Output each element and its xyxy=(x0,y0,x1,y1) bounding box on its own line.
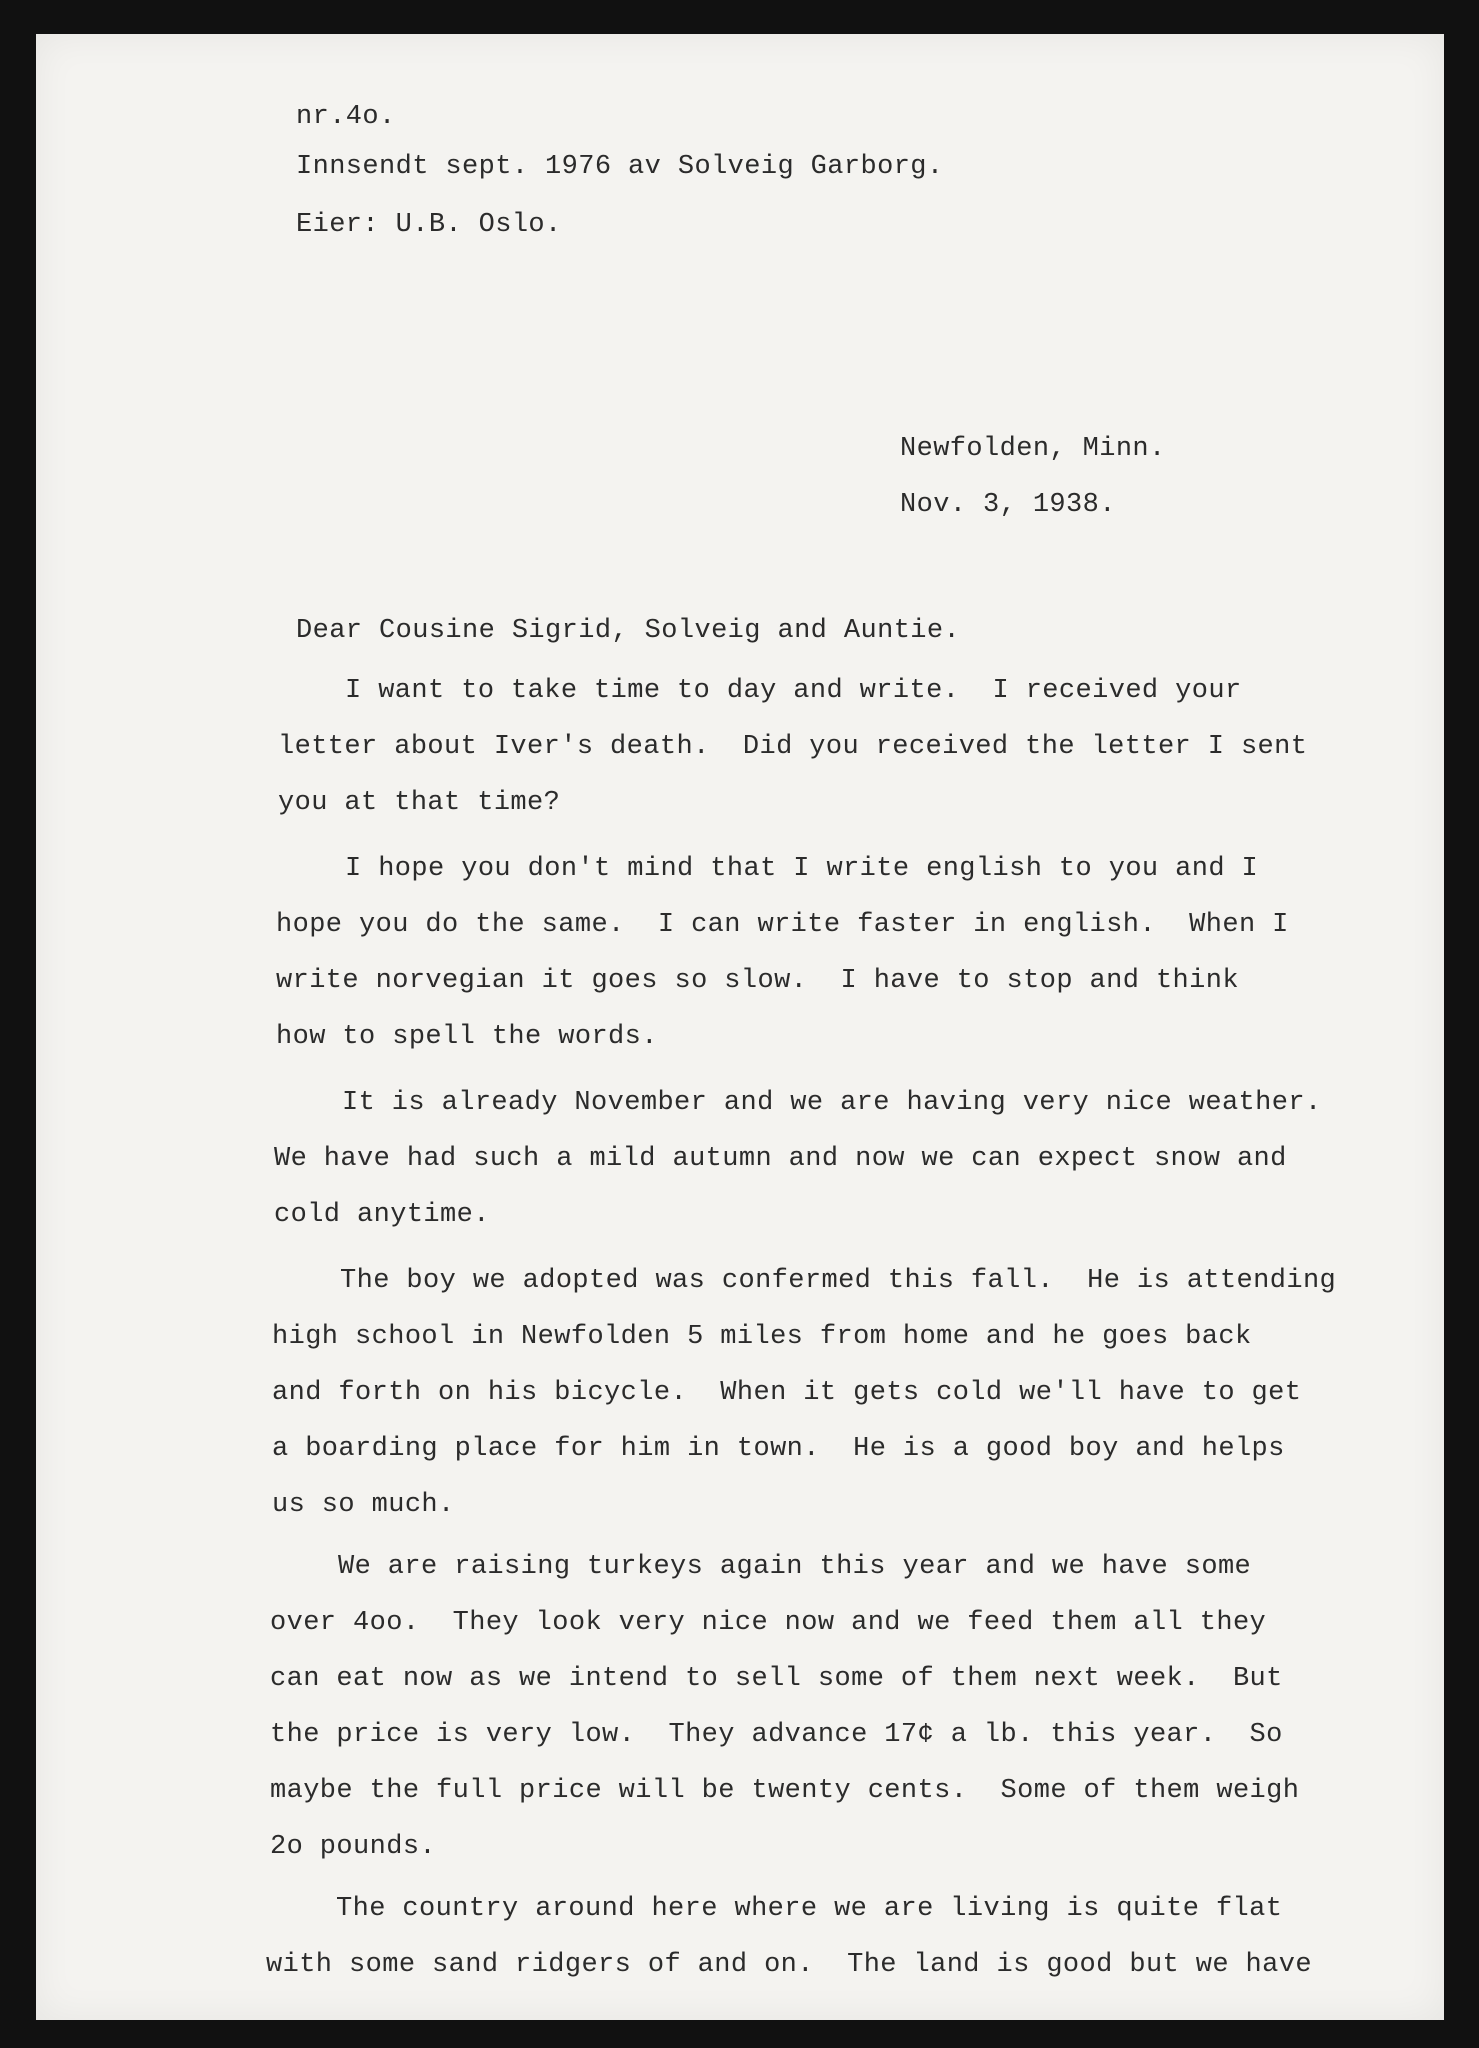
body-line: a boarding place for him in town. He is a good boy and helps xyxy=(272,1434,1285,1464)
letter-page xyxy=(36,34,1444,2020)
body-line: hope you do the same. I can write faster in english. When I xyxy=(276,910,1289,940)
body-line: cold anytime. xyxy=(274,1200,490,1230)
body-line: maybe the full price will be twenty cents. Some of them weigh xyxy=(270,1776,1300,1806)
body-line: with some sand ridgers of and on. The land is good but we have xyxy=(266,1950,1312,1980)
body-line: us so much. xyxy=(272,1490,455,1520)
body-line: you at that time? xyxy=(278,788,561,818)
body-line: the price is very low. They advance 17¢ a lb. this year. So xyxy=(270,1720,1283,1750)
body-line: how to spell the words. xyxy=(276,1022,658,1052)
body-line: letter about Iver's death. Did you received the letter I sent xyxy=(278,732,1308,762)
archive-number: nr.4o. xyxy=(296,102,396,132)
body-line: 2o pounds. xyxy=(270,1832,437,1862)
body-line: The boy we adopted was confermed this fall. He is attending xyxy=(340,1266,1337,1296)
body-line: and forth on his bicycle. When it gets cold we'll have to get xyxy=(272,1378,1302,1408)
submission-note: Innsendt sept. 1976 av Solveig Garborg. xyxy=(296,152,944,182)
body-line: It is already November and we are having very nice weather. xyxy=(342,1088,1322,1118)
body-line: The country around here where we are living is quite flat xyxy=(336,1894,1283,1924)
salutation: Dear Cousine Sigrid, Solveig and Auntie. xyxy=(296,616,961,646)
body-line: can eat now as we intend to sell some of them next week. But xyxy=(270,1664,1283,1694)
body-line: write norvegian it goes so slow. I have to stop and think xyxy=(276,966,1239,996)
body-line: high school in Newfolden 5 miles from home and he goes back xyxy=(272,1322,1252,1352)
body-line: We are raising turkeys again this year and we have some xyxy=(338,1552,1252,1582)
body-line: over 4oo. They look very nice now and we feed them all they xyxy=(270,1608,1267,1638)
body-line: I hope you don't mind that I write english to you and I xyxy=(345,854,1259,884)
owner-note: Eier: U.B. Oslo. xyxy=(296,210,562,240)
body-line: We have had such a mild autumn and now we can expect snow and xyxy=(274,1144,1287,1174)
letter-place: Newfolden, Minn. xyxy=(900,434,1166,464)
body-line: I want to take time to day and write. I received your xyxy=(345,676,1242,706)
letter-date: Nov. 3, 1938. xyxy=(900,490,1116,520)
